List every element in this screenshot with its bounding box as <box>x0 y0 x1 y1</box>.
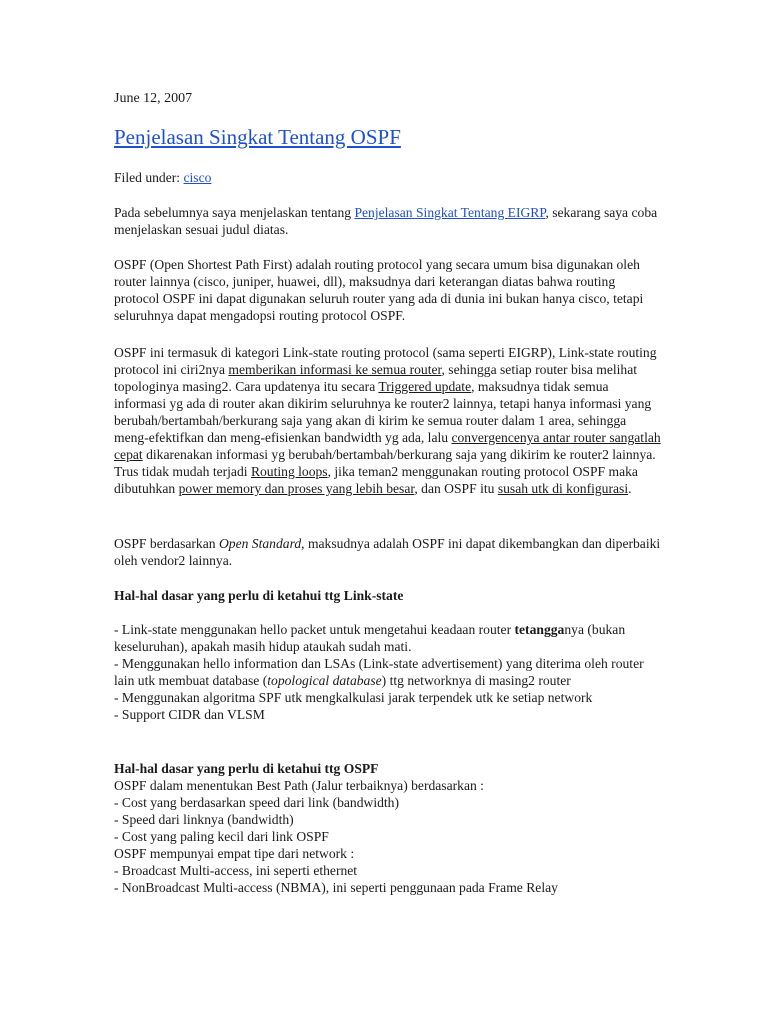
ls-text-d: dikarenakan informasi yg berubah/bertambah/berkurang saja yang dikirim ke router2 lainnya. Trus tidak mudah terjadi <box>114 447 656 479</box>
open-text-b: , maksudnya adalah OSPF ini dapat dikembangkan dan diperbaiki oleh vendor2 lainnya. <box>114 536 661 568</box>
ls-item1-tail: nya (bukan keseluruhan), apakah masih hidup ataukah sudah mati. <box>114 622 626 654</box>
filed-under-label: Filed under: <box>114 170 181 185</box>
list-item: - Cost yang paling kecil dari link OSPF <box>114 829 329 844</box>
ls-underline-1: memberikan informasi ke semua router <box>228 362 442 377</box>
ospf-definition-paragraph: OSPF (Open Shortest Path First) adalah routing protocol yang secara umum bisa digunakan oleh router lainnya (cisco, juniper, huawei, dll), maksudnya dari keterangan diatas bahwa routing protocol OSPF ini dapat digunakan seluruh router yang ada di dunia ini bukan hanya cisco, tetapi seluruhnya dapat mengadopsi routing protocol OSPF. <box>114 257 644 323</box>
ls-item2-tail: ) ttg networknya di masing2 router <box>381 673 571 688</box>
list-item: OSPF mempunyai empat tipe dari network : <box>114 846 355 861</box>
ls-text-e: , jika teman2 menggunakan routing protocol OSPF maka dibutuhkan <box>114 464 638 496</box>
post-date: June 12, 2007 <box>114 91 193 106</box>
ls-underline-3: convergencenya antar router sangatlah cepat <box>114 430 661 462</box>
post-title-link[interactable]: Penjelasan Singkat Tentang OSPF <box>114 125 401 149</box>
ls-text-a: OSPF ini termasuk di kategori Link-state routing protocol (sama seperti EIGRP), Link-state routing protocol ini ciri2nya <box>114 345 657 377</box>
linkstate-heading: Hal-hal dasar yang perlu di ketahui ttg Link-state <box>114 588 404 603</box>
ls-text-g: . <box>628 481 632 496</box>
list-item: - Speed dari linknya (bandwidth) <box>114 812 294 827</box>
intro-text-1: Pada sebelumnya saya menjelaskan tentang <box>114 205 355 220</box>
ls-item2-text: - Menggunakan hello information dan LSAs (Link-state advertisement) yang diterima oleh router lain utk membuat database ( <box>114 656 644 688</box>
list-item: - NonBroadcast Multi-access (NBMA), ini seperti penggunaan pada Frame Relay <box>114 880 558 895</box>
list-item: - Support CIDR dan VLSM <box>114 707 265 722</box>
list-item: - Menggunakan algoritma SPF utk mengkalkulasi jarak terpendek utk ke setiap network <box>114 690 593 705</box>
open-text-a: OSPF berdasarkan <box>114 536 219 551</box>
linkstate-paragraph <box>114 344 662 497</box>
ls-text-f: , dan OSPF itu <box>414 481 498 496</box>
ospf-heading: Hal-hal dasar yang perlu di ketahui ttg OSPF <box>114 761 379 776</box>
list-item <box>114 621 662 655</box>
list-item: OSPF dalam menentukan Best Path (Jalur terbaiknya) berdasarkan : <box>114 778 484 793</box>
intro-paragraph <box>114 204 662 238</box>
list-item <box>114 655 662 689</box>
intro-text-2: , sekarang saya coba menjelaskan sesuai judul diatas. <box>114 205 658 237</box>
ls-underline-5: power memory dan proses yang lebih besar <box>178 481 415 496</box>
ls-text-c: , maksudnya tidak semua informasi yg ada di router akan dikirim seluruhnya ke router2 lainnya, tetapi hanya informasi yang berubah/bertambah/berkurang saja yang akan di kirim ke semua router dalam 1 area, sehingga meng-efektifkan dan meng-efisienkan bandwidth yg ada, lalu <box>114 379 652 445</box>
list-item: - Broadcast Multi-access, ini seperti ethernet <box>114 863 358 878</box>
open-standard-paragraph <box>114 535 662 569</box>
eigrp-article-link[interactable]: Penjelasan Singkat Tentang EIGRP <box>354 205 546 220</box>
ls-underline-2: Triggered update <box>378 379 472 394</box>
open-standard-italic: Open Standard <box>218 536 302 551</box>
ospf-list <box>114 777 662 896</box>
category-link-cisco[interactable]: cisco <box>183 170 212 185</box>
ls-item1-text: - Link-state menggunakan hello packet untuk mengetahui keadaan router <box>114 622 515 637</box>
linkstate-list <box>114 621 662 723</box>
ls-text-b: , sehingga setiap router bisa melihat topologinya masing2. Cara updatenya itu secara <box>114 362 638 394</box>
ls-item1-bold: tetangga <box>514 622 565 637</box>
ls-item2-italic: topological database <box>267 673 382 688</box>
ls-underline-6: susah utk di konfigurasi <box>497 481 629 496</box>
filed-under <box>114 169 211 186</box>
list-item: - Cost yang berdasarkan speed dari link (bandwidth) <box>114 795 400 810</box>
ls-underline-4: Routing loops <box>250 464 328 479</box>
